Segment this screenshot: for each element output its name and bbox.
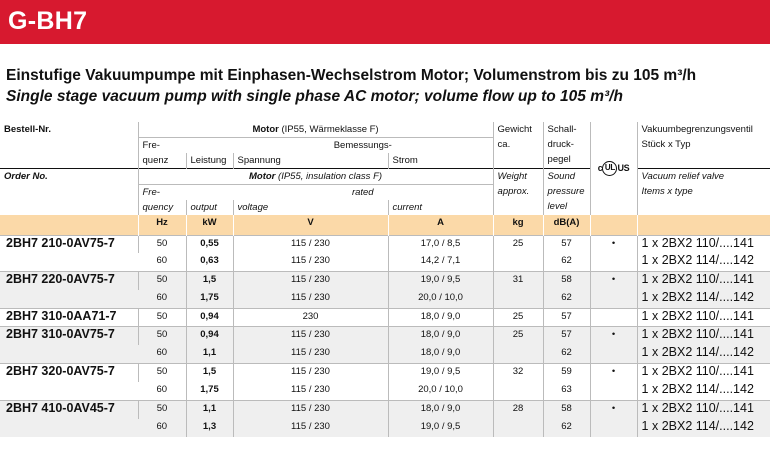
- model-number: 2BH7 320-0AV75-7: [0, 364, 138, 401]
- ul-bullet: •: [590, 401, 637, 438]
- frequency-cell: 60: [138, 290, 186, 308]
- model-number: 2BH7 310-0AV75-7: [0, 327, 138, 364]
- model-number: 2BH7 310-0AA71-7: [0, 309, 138, 327]
- voltage-cell: 115 / 230: [233, 364, 388, 382]
- sound-cell: 62: [543, 290, 590, 308]
- power-cell: 0,63: [186, 253, 233, 271]
- model-number: 2BH7 220-0AV75-7: [0, 272, 138, 309]
- current-cell: 17,0 / 8,5: [388, 235, 493, 253]
- motor-header-en: Motor (IP55, insulation class F): [138, 169, 493, 185]
- voltage-cell: 115 / 230: [233, 345, 388, 363]
- model-number: 2BH7 410-0AV45-7: [0, 401, 138, 438]
- voltage-cell: 115 / 230: [233, 235, 388, 253]
- weight-cell: 28: [493, 401, 543, 438]
- unit-freq: Hz: [138, 215, 186, 235]
- valve-cell: 1 x 2BX2 110/....141: [637, 235, 770, 253]
- weight-cell: 32: [493, 364, 543, 401]
- heading-english: Single stage vacuum pump with single phase AC motor; volume flow up to 105 m³/h: [6, 88, 623, 105]
- power-header-en: output: [186, 200, 233, 215]
- voltage-header-en: voltage: [233, 200, 388, 215]
- order-header-en: Order No.: [0, 169, 138, 185]
- valve-cell: 1 x 2BX2 110/....141: [637, 401, 770, 419]
- weight-header-de: Gewicht ca.: [493, 122, 543, 169]
- ul-bullet: •: [590, 327, 637, 364]
- power-cell: 1,5: [186, 272, 233, 290]
- rated-header-en: rated: [233, 185, 493, 201]
- freq-header-de: Fre- quenz: [138, 138, 186, 169]
- sound-cell: 62: [543, 345, 590, 363]
- frequency-cell: 50: [138, 272, 186, 290]
- frequency-cell: 50: [138, 401, 186, 419]
- header-row-de: [0, 122, 770, 138]
- table-row: [0, 235, 770, 253]
- title-banner: [0, 0, 770, 44]
- sound-cell: 58: [543, 401, 590, 419]
- voltage-cell: 115 / 230: [233, 290, 388, 308]
- valve-header-de: Vakuumbegrenzungsventil Stück x Typ: [637, 122, 770, 169]
- table-row: [0, 272, 770, 290]
- table-row: [0, 401, 770, 419]
- table-row: [0, 327, 770, 345]
- power-cell: 1,3: [186, 419, 233, 437]
- current-cell: 18,0 / 9,0: [388, 401, 493, 419]
- motor-header-de: Motor (IP55, Wärmeklasse F): [138, 122, 493, 138]
- ul-bullet: •: [590, 235, 637, 272]
- current-cell: 20,0 / 10,0: [388, 382, 493, 400]
- frequency-cell: 50: [138, 309, 186, 327]
- table-row: [0, 364, 770, 382]
- power-cell: 0,55: [186, 235, 233, 253]
- heading-german: Einstufige Vakuumpumpe mit Einphasen-Wechselstrom Motor; Volumenstrom bis zu 105 m³/h: [6, 67, 697, 84]
- freq-header-en: Fre- quency: [138, 185, 186, 216]
- valve-cell: 1 x 2BX2 110/....141: [637, 364, 770, 382]
- ul-bullet: •: [590, 364, 637, 401]
- unit-sound: dB(A): [543, 215, 590, 235]
- header-row-en: [0, 169, 770, 185]
- ul-mark: [590, 122, 637, 215]
- voltage-header-de: Spannung: [233, 153, 388, 169]
- valve-cell: 1 x 2BX2 110/....141: [637, 327, 770, 345]
- sound-cell: 57: [543, 309, 590, 327]
- frequency-cell: 60: [138, 345, 186, 363]
- valve-cell: 1 x 2BX2 114/....142: [637, 382, 770, 400]
- power-cell: 0,94: [186, 327, 233, 345]
- spec-table: [0, 122, 770, 437]
- model-number: 2BH7 210-0AV75-7: [0, 235, 138, 272]
- power-cell: 1,75: [186, 382, 233, 400]
- frequency-cell: 60: [156, 384, 168, 396]
- valve-cell: 1 x 2BX2 110/....141: [637, 309, 770, 327]
- weight-cell: 25: [493, 327, 543, 364]
- voltage-cell: 115 / 230: [233, 253, 388, 271]
- current-cell: 14,2 / 7,1: [388, 253, 493, 271]
- frequency-cell: 60: [156, 255, 168, 267]
- unit-current: A: [388, 215, 493, 235]
- frequency-cell: 50: [138, 235, 186, 253]
- valve-cell: 1 x 2BX2 114/....142: [637, 419, 770, 437]
- sound-cell: 62: [543, 419, 590, 437]
- current-cell: 19,0 / 9,5: [388, 364, 493, 382]
- unit-voltage: V: [233, 215, 388, 235]
- valve-cell: 1 x 2BX2 114/....142: [637, 253, 770, 271]
- power-cell: 1,1: [186, 345, 233, 363]
- table-row: [0, 309, 770, 327]
- ul-listed-icon: c UL US: [598, 161, 630, 176]
- voltage-cell: 115 / 230: [233, 401, 388, 419]
- current-cell: 19,0 / 9,5: [388, 419, 493, 437]
- unit-weight: kg: [493, 215, 543, 235]
- current-cell: 18,0 / 9,0: [388, 309, 493, 327]
- current-header-en: current: [388, 200, 493, 215]
- voltage-cell: 115 / 230: [233, 419, 388, 437]
- sound-cell: 58: [543, 272, 590, 290]
- voltage-cell: 115 / 230: [233, 327, 388, 345]
- current-cell: 20,0 / 10,0: [388, 290, 493, 308]
- power-cell: 1,75: [186, 290, 233, 308]
- ul-bullet: •: [590, 272, 637, 309]
- weight-cell: 25: [493, 309, 543, 327]
- valve-cell: 1 x 2BX2 114/....142: [637, 345, 770, 363]
- power-cell: 0,94: [186, 309, 233, 327]
- unit-power: kW: [186, 215, 233, 235]
- current-header-de: Strom: [388, 153, 493, 169]
- power-header-de: Leistung: [186, 153, 233, 169]
- valve-cell: 1 x 2BX2 110/....141: [637, 272, 770, 290]
- frequency-cell: 50: [138, 364, 186, 382]
- voltage-cell: 115 / 230: [233, 272, 388, 290]
- sound-header-en: Sound pressure level: [543, 169, 590, 216]
- sound-cell: 63: [543, 382, 590, 400]
- current-cell: 18,0 / 9,0: [388, 345, 493, 363]
- units-row: [0, 215, 770, 235]
- power-cell: 1,1: [186, 401, 233, 419]
- frequency-cell: 50: [138, 327, 186, 345]
- current-cell: 18,0 / 9,0: [388, 327, 493, 345]
- sound-cell: 57: [543, 327, 590, 345]
- weight-header-en: Weight approx.: [493, 169, 543, 216]
- current-cell: 19,0 / 9,5: [388, 272, 493, 290]
- voltage-cell: 230: [233, 309, 388, 327]
- sound-cell: 62: [543, 253, 590, 271]
- weight-cell: 25: [493, 235, 543, 272]
- weight-cell: 31: [493, 272, 543, 309]
- valve-cell: 1 x 2BX2 114/....142: [637, 290, 770, 308]
- page-title: G-BH7: [8, 7, 88, 35]
- sound-cell: 59: [543, 364, 590, 382]
- voltage-cell: 115 / 230: [233, 382, 388, 400]
- ul-bullet: [590, 309, 637, 327]
- valve-header-en: Vacuum relief valve Items x type: [637, 169, 770, 216]
- frequency-cell: 60: [138, 419, 186, 437]
- power-cell: 1,5: [186, 364, 233, 382]
- order-header-de: Bestell-Nr.: [4, 124, 51, 135]
- sound-header-de: Schall- druck- pegel: [543, 122, 590, 169]
- sound-cell: 57: [543, 235, 590, 253]
- rated-header-de: Bemessungs-: [233, 138, 493, 154]
